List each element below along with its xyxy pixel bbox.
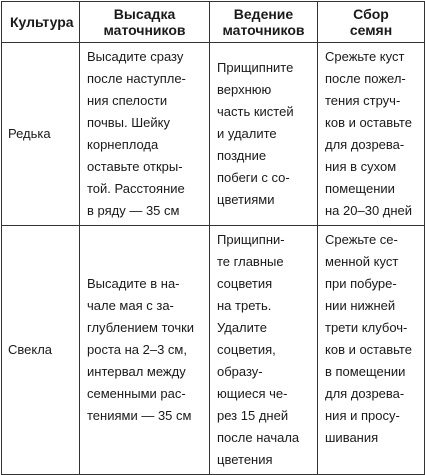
header-crop: Культура: [2, 2, 80, 43]
header-planting: Высадка маточников: [80, 2, 210, 43]
seeds-cell: Срежьте се- менной куст при побуре- нии нижней трети клубоч- ков и оставьте в помещении для дозрева- ния и просу- шивания: [318, 226, 425, 475]
care-cell: Прищипни- те главные соцветия на треть. Удалите соцветия, образу- ющиеся че- рез 15 дней после начала цветения: [210, 226, 318, 475]
table-row: [2, 43, 425, 226]
care-cell: Прищипните верхнюю часть кистей и удалите поздние побеги с со- цветиями: [210, 43, 318, 226]
seeds-cell: Срежьте куст после пожел- тения струч- ков и оставьте для дозрева- ния в сухом помещении на 20–30 дней: [318, 43, 425, 226]
planting-cell: Высадите сразу после наступле- ния спелости почвы. Шейку корнеплода оставьте откры- той. Расстояние в ряду — 35 см: [80, 43, 210, 226]
table-row: [2, 226, 425, 475]
header-row: [2, 2, 425, 43]
crop-cell: Редька: [2, 43, 80, 226]
crop-cell: Свекла: [2, 226, 80, 475]
planting-cell: Высадите в на- чале мая с за- глублением точки роста на 2–3 см, интервал между семенными рас- тениями — 35 см: [80, 226, 210, 475]
header-care: Ведение маточников: [210, 2, 318, 43]
cultivation-table: [1, 1, 425, 475]
header-seeds: Сбор семян: [318, 2, 425, 43]
